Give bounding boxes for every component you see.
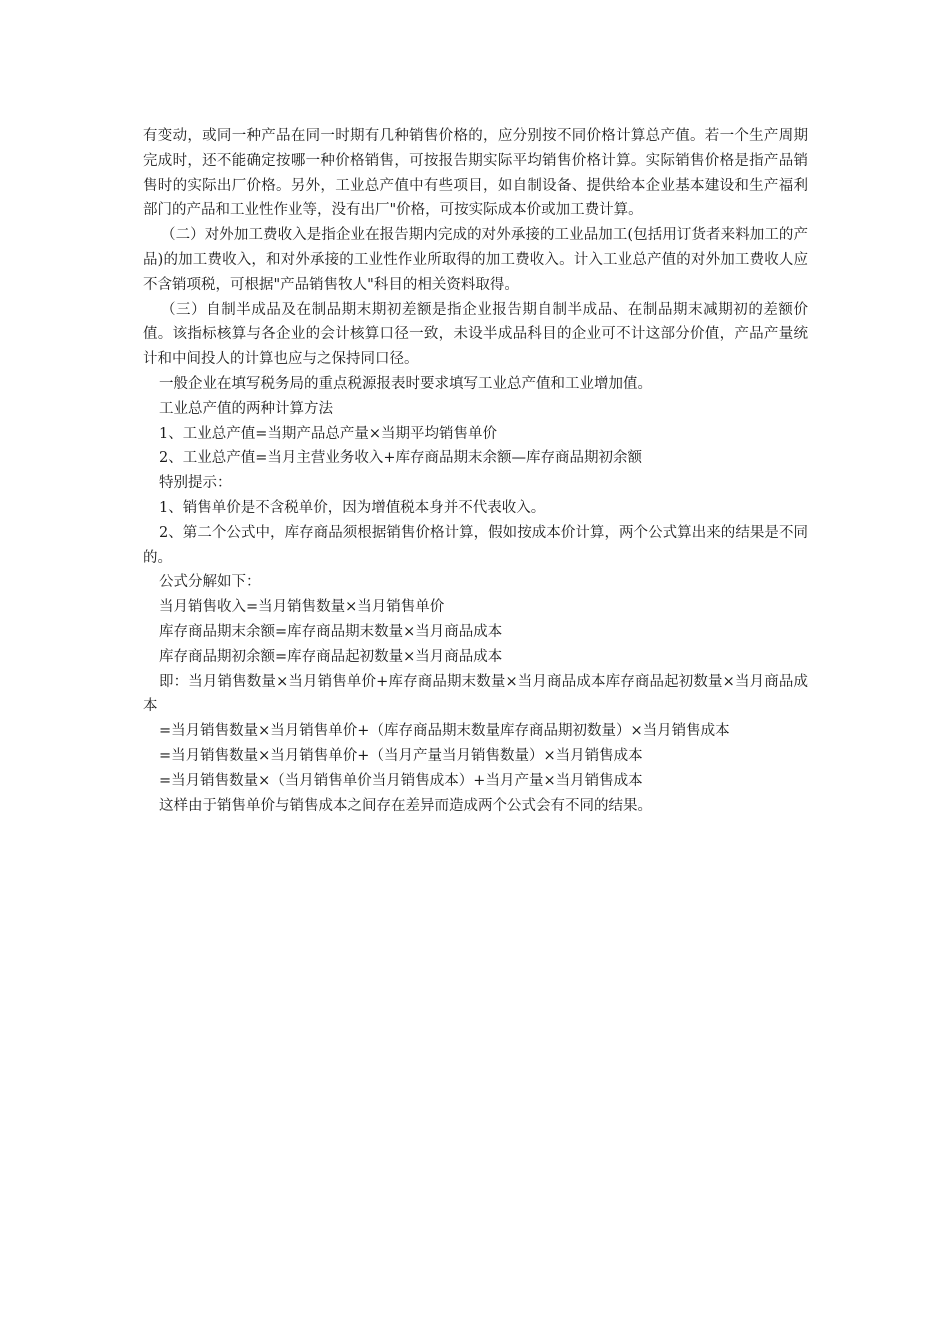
paragraph-12: 当月销售收入=当月销售数量×当月销售单价 — [159, 599, 445, 616]
paragraph-1: 有变动，或同一种产品在同一时期有几种销售价格的，应分别按不同价格计算总产值。若一个生产周期完成时，还不能确定按哪一种价格销售，可按报告期实际平均销售价格计算。实际销售价格是指产品销售时的实际出厂价格。另外，工业总产值中有些项目，如自制设备、提供给本企业基本建设和生产福利部门的产品和工业性作业等，没有出厂"价格，可按实际成本价或加工费计算。 — [143, 128, 808, 219]
paragraph-15: 即：当月销售数量×当月销售单价+库存商品期末数量×当月商品成本库存商品起初数量×当月商品成本 — [143, 673, 808, 715]
paragraph-13: 库存商品期末余额=库存商品期末数量×当月商品成本 — [159, 623, 503, 640]
paragraph-6: 1、工业总产值=当期产品总产量×当期平均销售单价 — [159, 425, 498, 442]
paragraph-19: 这样由于销售单价与销售成本之间存在差异而造成两个公式会有不同的结果。 — [159, 797, 652, 814]
paragraph-7: 2、工业总产值=当月主营业务收入+库存商品期末余额—库存商品期初余额 — [159, 450, 643, 467]
paragraph-16: =当月销售数量×当月销售单价+（库存商品期末数量库存商品期初数量）×当月销售成本 — [159, 723, 730, 740]
paragraph-4: 一般企业在填写税务局的重点税源报表时要求填写工业总产值和工业增加值。 — [159, 375, 652, 392]
paragraph-14: 库存商品期初余额=库存商品起初数量×当月商品成本 — [159, 648, 503, 665]
paragraph-2: （二）对外加工费收入是指企业在报告期内完成的对外承接的工业品加工(包括用订货者来料加工的产品)的加工费收入，和对外承接的工业性作业所取得的加工费收入。计入工业总产值的对外加工费收人应不含销项税，可根据"产品销售牧人"科目的相关资料取得。 — [143, 227, 808, 293]
paragraph-8: 特别提示： — [159, 475, 232, 492]
paragraph-5: 工业总产值的两种计算方法 — [159, 400, 333, 417]
paragraph-11: 公式分解如下： — [159, 574, 261, 591]
paragraph-3: （三）自制半成品及在制品期末期初差额是指企业报告期自制半成品、在制品期末减期初的差额价值。该指标核算与各企业的会计核算口径一致，未设半成品科目的企业可不计这部分价值，产品产量统计和中间投人的计算也应与之保持同口径。 — [143, 301, 808, 368]
document-body — [143, 124, 808, 818]
paragraph-9: 1、销售单价是不含税单价，因为增值税本身并不代表收入。 — [159, 499, 546, 516]
paragraph-18: =当月销售数量×（当月销售单价当月销售成本）+当月产量×当月销售成本 — [159, 772, 643, 789]
paragraph-17: =当月销售数量×当月销售单价+（当月产量当月销售数量）×当月销售成本 — [159, 747, 643, 764]
paragraph-10: 2、第二个公式中，库存商品须根据销售价格计算，假如按成本价计算，两个公式算出来的结果是不同的。 — [143, 524, 808, 566]
